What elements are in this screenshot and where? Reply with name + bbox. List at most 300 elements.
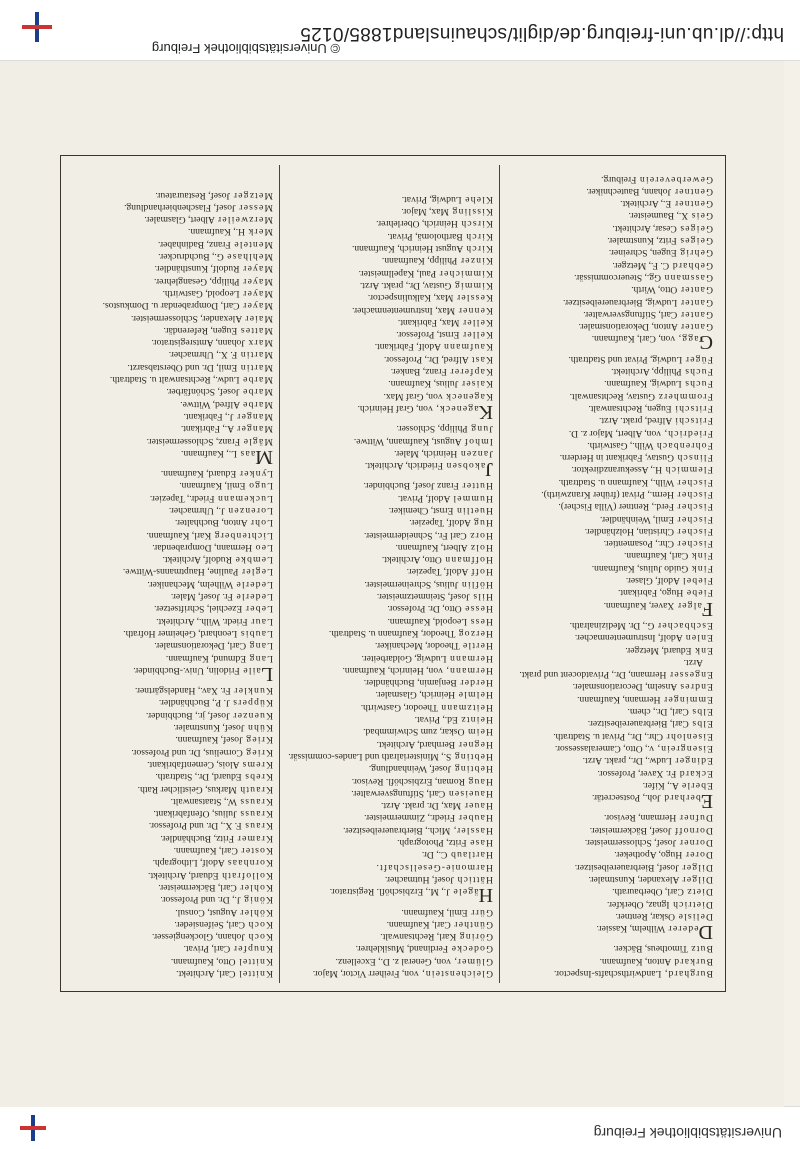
library-logo-icon bbox=[20, 1115, 46, 1141]
list-entry bbox=[288, 205, 493, 217]
member-name: Elbs bbox=[691, 706, 713, 718]
list-entry bbox=[68, 967, 273, 979]
list-entry bbox=[68, 684, 273, 696]
member-details: Otto, Kaufmann. bbox=[170, 955, 238, 967]
list-entry bbox=[288, 884, 493, 907]
member-details: Franz, Schlossermeister. bbox=[146, 435, 243, 447]
member-name: Fiebel bbox=[681, 575, 713, 587]
list-entry bbox=[288, 266, 493, 278]
list-entry bbox=[508, 910, 713, 922]
list-entry bbox=[508, 742, 713, 754]
member-details: Benjamin, Buchhändler. bbox=[363, 677, 460, 689]
member-name: Gewerbeverein bbox=[638, 173, 713, 185]
member-details: Gustav, Fabrikant in Herdern. bbox=[559, 452, 677, 464]
member-name: Helmle bbox=[457, 689, 493, 701]
member-details: Carl, Dr., chem. bbox=[627, 706, 692, 718]
member-name: Hils bbox=[472, 591, 493, 603]
member-details: Cesar, Architekt. bbox=[612, 222, 680, 234]
member-details: Leonhard, Geheimer Hofrath. bbox=[123, 627, 240, 639]
member-details: F. X., Uhrmacher. bbox=[168, 349, 240, 361]
member-details: C. F., Metzger. bbox=[612, 259, 672, 271]
list-entry bbox=[288, 528, 493, 540]
member-details: G., Dr. Medizinalrath. bbox=[569, 619, 657, 631]
member-details: von, Graf Heinrich. bbox=[357, 402, 436, 414]
member-details: Theodor, Gastwirth. bbox=[360, 701, 441, 713]
list-entry bbox=[288, 688, 493, 700]
list-entry bbox=[508, 320, 713, 332]
member-details: Philipp, Gesanglehrer. bbox=[154, 275, 242, 287]
list-entry bbox=[68, 627, 273, 639]
list-entry bbox=[288, 836, 493, 848]
member-details: Max, Kalkulinspector. bbox=[367, 292, 456, 304]
member-name: Krauss bbox=[239, 808, 273, 820]
member-details: Ignaz, Oberkfer. bbox=[606, 898, 672, 910]
list-entry bbox=[68, 708, 273, 720]
member-name: alger bbox=[676, 599, 702, 611]
list-entry bbox=[508, 921, 713, 944]
list-entry bbox=[508, 619, 713, 631]
list-entry bbox=[288, 787, 493, 799]
member-details: Emil, Kaufmann. bbox=[179, 480, 248, 492]
list-entry bbox=[68, 287, 273, 299]
list-entry bbox=[288, 352, 493, 364]
list-entry bbox=[508, 439, 713, 451]
list-entry bbox=[68, 881, 273, 893]
section-initial: H bbox=[478, 884, 493, 907]
member-details: Albert, Kaufmann. bbox=[395, 541, 470, 553]
member-name: Krauss bbox=[239, 795, 273, 807]
member-name: Dornoff bbox=[673, 824, 713, 836]
list-entry bbox=[288, 942, 493, 954]
list-entry bbox=[508, 729, 713, 741]
member-name: Fischer bbox=[676, 489, 713, 501]
member-details: Josef, Flaschenbierhandlung. bbox=[124, 201, 239, 213]
member-details: Eduard, Kaufmann. bbox=[160, 468, 239, 480]
member-details: Philipp, Kaufmann. bbox=[381, 255, 460, 267]
member-name: Hess bbox=[469, 615, 493, 627]
member-details: Oskar, Rentner. bbox=[615, 910, 678, 922]
list-entry bbox=[68, 225, 273, 237]
member-name: Hesse bbox=[464, 603, 493, 615]
member-name: Kaiser bbox=[460, 378, 493, 390]
list-entry bbox=[288, 565, 493, 577]
list-entry bbox=[288, 254, 493, 266]
list-entry bbox=[68, 745, 273, 757]
section-initial: G bbox=[698, 331, 713, 354]
member-name: Mentele bbox=[233, 238, 273, 250]
member-name: Glümer, bbox=[453, 955, 493, 967]
member-details: Chr., Posamentier. bbox=[603, 538, 677, 550]
scan-paper bbox=[0, 60, 784, 1107]
member-details: Mich., Bierbrauereibesitzer. bbox=[343, 824, 453, 836]
member-name: Leo bbox=[254, 541, 273, 553]
list-entry bbox=[508, 246, 713, 258]
list-entry bbox=[68, 299, 273, 311]
list-entry bbox=[508, 680, 713, 692]
member-details: Chr., Dr., Privat u. Stadtrath. bbox=[553, 730, 666, 742]
list-entry bbox=[68, 213, 273, 225]
list-entry bbox=[68, 504, 273, 516]
member-details: Heinrich, Oberlehrer. bbox=[376, 218, 461, 230]
member-name: Fink bbox=[690, 562, 713, 574]
section-initial: F bbox=[701, 597, 713, 620]
list-entry bbox=[288, 458, 493, 481]
member-details: E., Architekt. bbox=[620, 198, 674, 210]
list-entry bbox=[288, 422, 493, 434]
list-entry bbox=[508, 525, 713, 537]
member-name: Göring bbox=[458, 931, 493, 943]
member-details: Ludw., Dr., prakt. Arzt. bbox=[582, 755, 675, 767]
section-initial: M bbox=[255, 445, 273, 468]
member-name: Jung bbox=[470, 423, 493, 435]
member-details: A., Fabrikant. bbox=[180, 423, 236, 435]
member-name: Dilger bbox=[681, 873, 713, 885]
member-details: v., Otto, Cameralassessor. bbox=[554, 742, 657, 754]
member-details: Friedr. Wilh., Architekt. bbox=[156, 615, 251, 627]
member-details: Karl, Rechtsanwalt. bbox=[380, 931, 459, 943]
member-name: Gleichenstein, bbox=[421, 968, 493, 979]
list-entry bbox=[508, 790, 713, 813]
member-name: Dorer bbox=[684, 849, 713, 861]
member-details: Hermann, Revisor. bbox=[604, 812, 679, 824]
column-3 bbox=[68, 188, 273, 979]
member-details: Carl, Seifensieder. bbox=[174, 918, 248, 930]
member-details: Carl, Kaufmann. bbox=[173, 845, 241, 857]
member-name: Fuchs bbox=[684, 366, 713, 378]
list-entry bbox=[288, 389, 493, 401]
list-entry bbox=[68, 274, 273, 286]
section-initial: E bbox=[700, 790, 713, 813]
member-name: agg, bbox=[677, 333, 699, 345]
member-details: J., Fabrikant. bbox=[183, 410, 236, 422]
member-name: Emminger bbox=[662, 693, 713, 705]
list-entry bbox=[508, 500, 713, 512]
member-name: Kirsch bbox=[460, 218, 493, 230]
list-entry bbox=[508, 692, 713, 704]
member-details: G., Buchdrucker. bbox=[158, 251, 227, 263]
member-details: Fritz, Kunstmaler. bbox=[607, 235, 680, 247]
list-entry bbox=[288, 602, 493, 614]
member-details: Fr. Josef, Maler. bbox=[170, 591, 236, 603]
list-entry bbox=[508, 234, 713, 246]
list-entry bbox=[508, 402, 713, 414]
member-name: Lederle bbox=[235, 591, 273, 603]
list-entry bbox=[288, 377, 493, 389]
member-details: H., Kaufmann. bbox=[187, 226, 248, 238]
member-details: Joh., Postsecretär. bbox=[591, 792, 664, 804]
list-entry bbox=[68, 795, 273, 807]
list-entry bbox=[68, 819, 273, 831]
list-entry bbox=[68, 721, 273, 733]
member-name: Hertle bbox=[461, 640, 493, 652]
member-name: Elbs bbox=[691, 718, 713, 730]
member-details: Ludwig, Privat. bbox=[401, 193, 465, 205]
member-name: Hoff bbox=[470, 566, 493, 578]
member-details: Carl, Bäckermeister. bbox=[158, 881, 240, 893]
list-entry bbox=[68, 397, 273, 409]
member-details: C., Dr. bbox=[421, 849, 450, 861]
list-entry bbox=[68, 856, 273, 868]
member-name: Kornhaas bbox=[226, 857, 273, 869]
list-entry bbox=[508, 705, 713, 717]
list-entry bbox=[68, 639, 273, 651]
member-name: Gentner bbox=[673, 185, 713, 197]
member-name: Geis bbox=[690, 210, 713, 222]
member-name: Heitzmann bbox=[440, 701, 493, 713]
member-name: Lorenzen bbox=[227, 505, 273, 517]
member-name: Kunkler bbox=[233, 685, 273, 697]
member-name: Kramer bbox=[236, 832, 273, 844]
member-name: Hebting bbox=[453, 763, 493, 775]
list-entry bbox=[68, 590, 273, 602]
member-details: Johann, Glockengiesser. bbox=[152, 931, 248, 943]
member-details: Adolf, Tapezier. bbox=[406, 566, 471, 578]
member-name: Koch bbox=[247, 918, 273, 930]
list-entry bbox=[68, 831, 273, 843]
member-name: Klehe bbox=[464, 193, 493, 205]
member-details: Theodor, Mechaniker. bbox=[375, 640, 462, 652]
list-entry bbox=[68, 445, 273, 468]
list-entry bbox=[288, 303, 493, 315]
list-entry bbox=[288, 504, 493, 516]
member-details: von, Carl, Kaufmann. bbox=[591, 333, 678, 345]
member-name: Haug bbox=[467, 775, 493, 787]
member-name: Keller bbox=[461, 316, 493, 328]
list-entry bbox=[508, 295, 713, 307]
member-details: Timotheus, Bäcker. bbox=[613, 943, 691, 955]
member-details: Herm., Privat (früher Kranzwirth). bbox=[541, 489, 677, 501]
list-entry bbox=[288, 590, 493, 602]
member-name: Krieg bbox=[245, 746, 273, 758]
list-entry bbox=[288, 737, 493, 749]
member-name: Ganter bbox=[679, 296, 713, 308]
list-entry bbox=[68, 262, 273, 274]
list-entry bbox=[68, 696, 273, 708]
member-details: Anton, Buchhalter. bbox=[174, 517, 250, 529]
list-entry bbox=[68, 868, 273, 880]
member-details: Otto, Dr. Professor. bbox=[387, 603, 465, 615]
member-name: Flemmich bbox=[664, 464, 713, 476]
member-name: Flinsch bbox=[676, 452, 713, 464]
member-name: Gentner bbox=[673, 198, 713, 210]
list-entry bbox=[288, 651, 493, 663]
member-name: Fischer bbox=[676, 501, 713, 513]
member-name: Leber bbox=[244, 603, 273, 615]
member-name: Koch bbox=[247, 931, 273, 943]
member-name: Heintz bbox=[460, 714, 493, 726]
list-entry bbox=[68, 662, 273, 685]
member-details: Christian, Holzhändler. bbox=[584, 525, 677, 537]
list-entry bbox=[68, 467, 273, 479]
member-name: Mayer bbox=[241, 287, 273, 299]
member-name: Küppers bbox=[232, 697, 273, 709]
list-entry bbox=[68, 336, 273, 348]
member-details: Josef, jr., Buchbinder. bbox=[146, 709, 233, 721]
list-entry bbox=[288, 750, 493, 762]
member-details: Carl, Bierbrauereibesitzer. bbox=[587, 718, 692, 730]
member-details: Gg., Steuercommissär. bbox=[574, 271, 664, 283]
member-name: Martin bbox=[239, 361, 273, 373]
member-details: Alexander, Schlossermeister. bbox=[130, 312, 245, 324]
list-entry bbox=[68, 385, 273, 397]
list-entry bbox=[68, 954, 273, 966]
list-entry bbox=[288, 479, 493, 491]
member-name: Dufner bbox=[678, 812, 713, 824]
member-details: Wilh., Kaufmann u. Stadtrath. bbox=[558, 476, 677, 488]
column-1 bbox=[508, 172, 713, 979]
member-name: Höflin bbox=[460, 578, 493, 590]
list-entry bbox=[68, 541, 273, 553]
member-name: Burkard bbox=[673, 955, 713, 967]
member-details: Roman, Erzbischöfl. Revisor. bbox=[351, 775, 468, 787]
member-details: Emil, Kaufmann. bbox=[401, 906, 471, 918]
member-details: Eduard, Metzger. bbox=[625, 644, 694, 656]
member-name: Köhler bbox=[239, 906, 273, 918]
member-details: J. P., Buchhändler. bbox=[158, 697, 233, 709]
list-entry bbox=[508, 475, 713, 487]
member-details: Alfred, Wittwe. bbox=[180, 398, 242, 410]
member-details: Max, Instrumentenmacher. bbox=[352, 304, 458, 316]
list-entry bbox=[288, 434, 493, 446]
member-details: Xaver, Kaufmann. bbox=[603, 599, 677, 611]
list-entry bbox=[508, 271, 713, 283]
member-details: S., Ministerialrath und Landes-commissär. bbox=[288, 750, 454, 762]
member-details: Franz Josef, Buchbinder. bbox=[363, 480, 462, 492]
member-details: W., Staatsanwalt. bbox=[170, 795, 240, 807]
list-entry bbox=[288, 340, 493, 352]
list-entry bbox=[68, 844, 273, 856]
member-details: Max, Major. bbox=[401, 206, 452, 218]
member-details: Fr. Xav., Handelsgärtner. bbox=[134, 685, 234, 697]
member-details: H., Assekuranzdirektor. bbox=[571, 464, 665, 476]
list-entry bbox=[68, 491, 273, 503]
list-entry bbox=[288, 639, 493, 651]
member-details: Philipp, Schlosser. bbox=[396, 423, 471, 435]
member-details: Alois, Cementfabrikant. bbox=[147, 758, 242, 770]
list-entry bbox=[68, 324, 273, 336]
member-name: Kaufmann bbox=[442, 341, 493, 353]
member-details: Alfred, Dr., Professor. bbox=[384, 353, 471, 365]
member-name: Lederle bbox=[235, 578, 273, 590]
list-entry bbox=[508, 754, 713, 766]
member-name: Hermann bbox=[448, 652, 493, 664]
list-entry bbox=[508, 873, 713, 885]
list-entry bbox=[288, 954, 493, 966]
member-details: August, Consul. bbox=[175, 906, 240, 918]
member-name: berhard bbox=[663, 792, 701, 804]
list-entry bbox=[288, 614, 493, 626]
member-details: X., Baumeister. bbox=[628, 210, 691, 222]
member-name: Fischer bbox=[676, 513, 713, 525]
member-name: Kimmig bbox=[453, 279, 493, 291]
member-name: Marbe bbox=[241, 398, 273, 410]
member-name: Mayer bbox=[241, 275, 273, 287]
member-details: Eduard, Architekt. bbox=[148, 869, 222, 881]
member-name: Mägle bbox=[242, 435, 273, 447]
member-name: Mattes bbox=[239, 324, 273, 336]
list-entry bbox=[508, 308, 713, 320]
member-name: Ganter bbox=[679, 321, 713, 333]
member-name: Eberle bbox=[680, 779, 713, 791]
member-details: August Heinrich, Kaufmann. bbox=[351, 243, 466, 255]
member-details: Leopold, Gastwirth. bbox=[162, 287, 242, 299]
member-name: Endres bbox=[679, 681, 713, 693]
list-entry bbox=[508, 414, 713, 426]
member-name: Luckemann bbox=[216, 492, 273, 504]
member-name: Kühn bbox=[246, 722, 273, 734]
list-entry bbox=[288, 713, 493, 725]
member-details: Heinrich, Glasmaler. bbox=[375, 689, 458, 701]
list-entry bbox=[508, 197, 713, 209]
list-entry bbox=[288, 491, 493, 503]
member-details: Josef, Bierbrauereibesitzer. bbox=[574, 861, 682, 873]
list-entry bbox=[288, 860, 493, 872]
member-name: ägele bbox=[452, 886, 479, 898]
list-entry bbox=[68, 188, 273, 200]
page-url[interactable]: http://dl.ub.uni-freiburg.de/diglit/schauinsland1885/0125 bbox=[300, 23, 784, 44]
member-name: Geiges bbox=[679, 222, 713, 234]
member-name: König bbox=[243, 894, 273, 906]
member-details: J., M., Erzbischöfl. Registrator. bbox=[329, 886, 453, 898]
list-entry bbox=[68, 422, 273, 434]
column-divider bbox=[279, 165, 280, 983]
member-name: Hutter bbox=[461, 480, 493, 492]
member-details: Freiburg. bbox=[601, 173, 639, 185]
list-entry bbox=[288, 578, 493, 590]
member-details: Bernhard, Architekt. bbox=[376, 738, 458, 750]
list-entry bbox=[68, 410, 273, 422]
member-name: Edinger bbox=[674, 755, 713, 767]
list-entry bbox=[68, 373, 273, 385]
list-entry bbox=[508, 209, 713, 221]
list-entry bbox=[288, 328, 493, 340]
member-details: Carl, Kaufmann. bbox=[623, 550, 691, 562]
member-details: Heinrich, Maler. bbox=[394, 447, 460, 459]
list-entry bbox=[288, 229, 493, 241]
list-entry bbox=[288, 967, 493, 979]
list-entry bbox=[508, 656, 713, 681]
member-name: Kapferer bbox=[449, 366, 493, 378]
list-entry bbox=[508, 717, 713, 729]
list-entry bbox=[68, 434, 273, 446]
member-name: Lang bbox=[248, 640, 273, 652]
member-details: Gustav, Rechtsanwalt. bbox=[569, 390, 658, 402]
list-entry bbox=[508, 389, 713, 401]
list-entry bbox=[288, 762, 493, 774]
list-entry bbox=[288, 664, 493, 676]
viewer-header bbox=[0, 1106, 800, 1149]
list-entry bbox=[508, 643, 713, 655]
member-details: Josef, Hutmacher. bbox=[384, 873, 457, 885]
list-entry bbox=[68, 918, 273, 930]
list-entry bbox=[508, 766, 713, 778]
member-details: Friedrich, Architekt. bbox=[364, 460, 446, 472]
list-entry bbox=[288, 217, 493, 229]
member-details: Carl Fr., Schneidermeister. bbox=[364, 529, 470, 541]
list-entry bbox=[68, 930, 273, 942]
member-details: Josef, Schlossermeister. bbox=[584, 837, 679, 849]
member-name: Fischer bbox=[676, 525, 713, 537]
member-details: Cornelius, Dr. und Professor. bbox=[131, 746, 246, 758]
member-details: J., Dr. und Professor. bbox=[160, 894, 244, 906]
member-name: Manger bbox=[235, 410, 273, 422]
member-name: Kirch bbox=[465, 230, 493, 242]
member-name: Knupfer bbox=[232, 943, 273, 955]
member-details: Eugen, Referendär. bbox=[163, 324, 240, 336]
list-entry bbox=[508, 848, 713, 860]
member-name: Haueisen bbox=[447, 787, 493, 799]
member-details: Carl, Architekt. bbox=[176, 968, 238, 979]
